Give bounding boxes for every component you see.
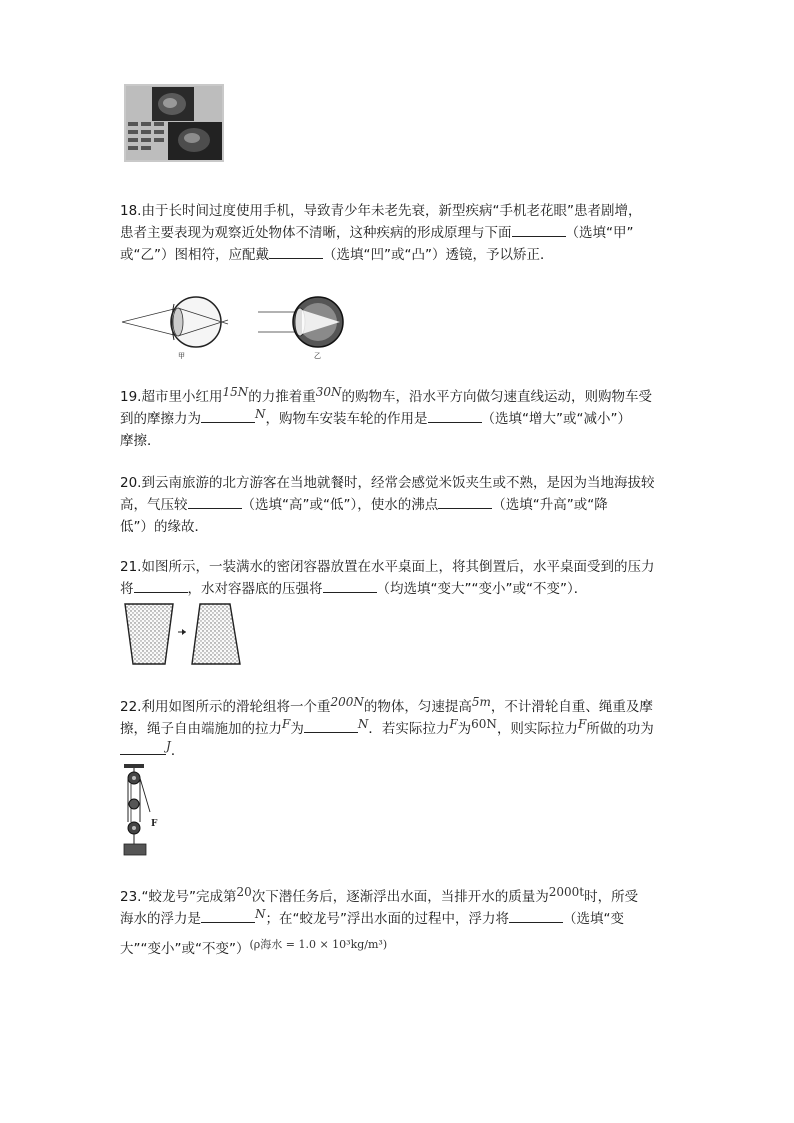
free-rope bbox=[140, 778, 150, 812]
math-symbol: F bbox=[577, 717, 587, 731]
answer-blank[interactable] bbox=[428, 408, 482, 423]
question-text: ． bbox=[170, 743, 185, 759]
q17-photo-figure bbox=[124, 84, 224, 162]
math-value: 20 bbox=[236, 885, 252, 899]
question-text: 由于长时间过度使用手机，导致青少年未老先衰，新型疾病“手机老花眼”患者剧增， bbox=[141, 203, 642, 219]
question-text: ．若实际拉力 bbox=[368, 721, 450, 737]
question-20 bbox=[120, 472, 680, 538]
question-text: 超市里小红用 bbox=[141, 389, 223, 405]
question-number: 20. bbox=[120, 475, 142, 491]
math-unit: N bbox=[255, 407, 266, 421]
answer-blank[interactable] bbox=[509, 908, 563, 923]
question-text: ，水对容器底的压强将 bbox=[187, 581, 323, 597]
question-text: 如图所示，一装满水的密闭容器放置在水平桌面上，将其倒置后，水平桌面受到的压力 bbox=[141, 559, 655, 575]
eye-jia bbox=[122, 297, 228, 360]
question-text: ；在“蛟龙号”浮出水面的过程中，浮力将 bbox=[265, 911, 509, 927]
question-18 bbox=[120, 200, 680, 266]
question-number: 21. bbox=[120, 559, 142, 575]
math-symbol: F bbox=[282, 717, 291, 731]
question-text: （选填“变 bbox=[563, 911, 624, 927]
question-text: 到的摩擦力为 bbox=[120, 411, 201, 427]
question-text: 所做的功为 bbox=[586, 721, 654, 737]
question-text: 为 bbox=[290, 721, 304, 737]
question-text: 或“乙”）图相符，应配戴 bbox=[120, 247, 269, 263]
question-text: （均选填“变大”“变小”或“不变”）． bbox=[376, 581, 588, 597]
question-text: 次下潜任务后，逐渐浮出水面，当排开水的质量为 bbox=[251, 889, 549, 905]
figure-label: 乙 bbox=[314, 352, 321, 360]
math-value: 5m bbox=[471, 695, 491, 709]
question-text: ，购物车安装车轮的作用是 bbox=[265, 411, 428, 427]
container-upright bbox=[125, 604, 173, 664]
question-text: （选填“甲” bbox=[565, 225, 634, 241]
question-text: 时，所受 bbox=[584, 889, 639, 905]
answer-blank[interactable] bbox=[120, 740, 166, 755]
density-formula: (ρ海水 = 1.0 × 10³kg/m³) bbox=[249, 938, 388, 951]
question-text: 海水的浮力是 bbox=[120, 911, 201, 927]
answer-blank[interactable] bbox=[134, 578, 188, 593]
arrow-icon bbox=[182, 629, 186, 635]
container-inverted bbox=[192, 604, 240, 664]
question-text: 的力推着重 bbox=[248, 389, 316, 405]
question-text: 为 bbox=[457, 721, 472, 737]
question-text: （选填“高”或“低”），使水的沸点 bbox=[241, 497, 439, 513]
question-text: 擦，绳子自由端施加的拉力 bbox=[120, 721, 282, 737]
math-value: 15N bbox=[222, 385, 249, 399]
math-value: 30N bbox=[315, 385, 342, 399]
question-text: “蛟龙号”完成第 bbox=[141, 889, 237, 905]
question-text: 低”）的缘故． bbox=[120, 519, 208, 535]
question-number: 18. bbox=[120, 203, 142, 219]
answer-blank[interactable] bbox=[269, 244, 323, 259]
question-text: 将 bbox=[120, 581, 134, 597]
eye-yi bbox=[258, 297, 343, 360]
load-block bbox=[124, 844, 146, 855]
question-text: （选填“升高”或“降 bbox=[492, 497, 608, 513]
math-unit: J bbox=[166, 739, 171, 753]
question-text: 患者主要表现为观察近处物体不清晰，这种疾病的形成原理与下面 bbox=[120, 225, 512, 241]
question-text: （选填“凹”或“凸”）透镜，予以矫正． bbox=[323, 247, 554, 263]
question-19 bbox=[120, 386, 680, 452]
answer-blank[interactable] bbox=[323, 578, 377, 593]
answer-blank[interactable] bbox=[201, 408, 255, 423]
answer-blank[interactable] bbox=[304, 718, 358, 733]
question-text: 大”“变小”或“不变”） bbox=[120, 941, 250, 957]
math-value: 200N bbox=[330, 695, 364, 709]
question-text: 的购物车，沿水平方向做匀速直线运动，则购物车受 bbox=[341, 389, 653, 405]
q22-pulley-diagram bbox=[120, 764, 170, 858]
question-text: ，则实际拉力 bbox=[496, 721, 578, 737]
math-value: 2000t bbox=[548, 885, 585, 899]
question-text: 高，气压较 bbox=[120, 497, 188, 513]
answer-blank[interactable] bbox=[438, 494, 492, 509]
question-22 bbox=[120, 696, 680, 762]
question-text: 利用如图所示的滑轮组将一个重 bbox=[141, 699, 331, 715]
question-21 bbox=[120, 556, 680, 600]
question-text: ，不计滑轮自重、绳重及摩 bbox=[490, 699, 653, 715]
question-text: 到云南旅游的北方游客在当地就餐时，经常会感觉米饭夹生或不熟，是因为当地海拔较 bbox=[141, 475, 655, 491]
question-number: 19. bbox=[120, 389, 142, 405]
math-symbol: F bbox=[449, 717, 458, 731]
math-unit: N bbox=[255, 907, 266, 921]
math-value: 60N bbox=[471, 717, 497, 731]
question-23 bbox=[120, 886, 680, 961]
q21-container-diagram bbox=[122, 602, 246, 668]
answer-blank[interactable] bbox=[201, 908, 255, 923]
q18-eye-diagram bbox=[118, 286, 368, 362]
question-text: 摩擦． bbox=[120, 433, 161, 449]
question-number: 22. bbox=[120, 699, 142, 715]
math-unit: N bbox=[357, 717, 369, 731]
question-text: 的物体，匀速提高 bbox=[363, 699, 472, 715]
figure-label: 甲 bbox=[178, 352, 185, 360]
answer-blank[interactable] bbox=[188, 494, 242, 509]
force-label: F bbox=[151, 819, 158, 829]
question-number: 23. bbox=[120, 889, 142, 905]
answer-blank[interactable] bbox=[512, 222, 566, 237]
question-text: （选填“增大”或“减小”） bbox=[481, 411, 631, 427]
